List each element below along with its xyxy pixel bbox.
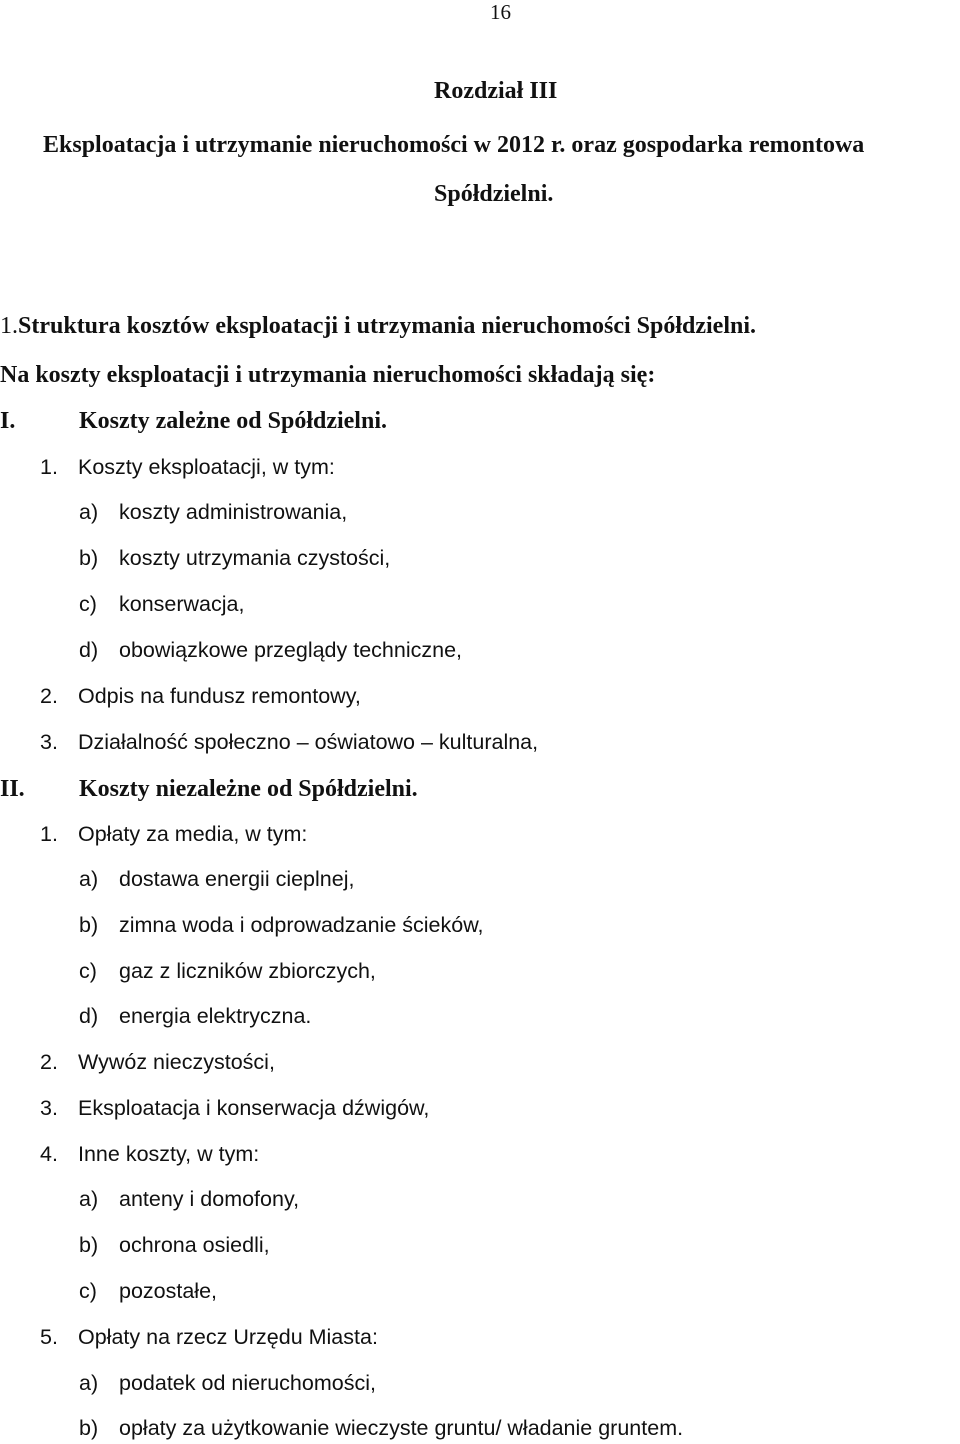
sub-item: dostawa energii cieplnej, [119, 867, 355, 891]
sub-item-letter: a) [79, 1187, 99, 1211]
list-item: Eksploatacja i konserwacja dźwigów, [78, 1096, 430, 1120]
sub-item: gaz z liczników zbiorczych, [119, 959, 376, 983]
section-intro: Na koszty eksploatacji i utrzymania nieruchomości składają się: [0, 362, 656, 388]
sub-item: anteny i domofony, [119, 1187, 300, 1211]
group-title: Koszty niezależne od Spółdzielni. [79, 776, 418, 802]
sub-item: koszty administrowania, [119, 500, 348, 524]
section-number: 1. [0, 313, 18, 339]
section-title: Struktura kosztów eksploatacji i utrzymania nieruchomości Spółdzielni. [18, 313, 757, 339]
list-item: Działalność społeczno – oświatowo – kulturalna, [78, 730, 539, 754]
chapter-subtitle-line1: Eksploatacja i utrzymanie nieruchomości w 2012 r. oraz gospodarka remontowa [43, 132, 865, 158]
list-item-number: 2. [40, 1050, 58, 1074]
sub-item-letter: a) [79, 867, 99, 891]
list-item: Koszty eksploatacji, w tym: [78, 455, 335, 479]
chapter-title: Rozdział III [434, 78, 558, 104]
sub-item-letter: c) [79, 1279, 97, 1303]
sub-item-letter: d) [79, 638, 99, 662]
sub-item: konserwacja, [119, 592, 245, 616]
list-item-number: 4. [40, 1142, 58, 1166]
list-item: Opłaty za media, w tym: [78, 822, 308, 846]
sub-item: koszty utrzymania czystości, [119, 546, 391, 570]
sub-item-letter: b) [79, 1233, 99, 1257]
sub-item: obowiązkowe przeglądy techniczne, [119, 638, 463, 662]
sub-item-letter: c) [79, 959, 97, 983]
group-marker: I. [0, 408, 16, 434]
chapter-subtitle-line2: Spółdzielni. [434, 181, 554, 207]
sub-item: pozostałe, [119, 1279, 218, 1303]
sub-item-letter: c) [79, 592, 97, 616]
list-item: Odpis na fundusz remontowy, [78, 684, 361, 708]
list-item-number: 3. [40, 1096, 58, 1120]
sub-item: zimna woda i odprowadzanie ścieków, [119, 913, 484, 937]
list-item: Wywóz nieczystości, [78, 1050, 275, 1074]
page-number: 16 [490, 0, 511, 24]
sub-item-letter: b) [79, 913, 99, 937]
section-heading [0, 313, 756, 340]
sub-item: energia elektryczna. [119, 1004, 312, 1028]
sub-item-letter: a) [79, 1371, 99, 1395]
sub-item-letter: b) [79, 1416, 99, 1440]
sub-item-letter: a) [79, 500, 99, 524]
list-item-number: 1. [40, 455, 58, 479]
sub-item-letter: b) [79, 546, 99, 570]
sub-item: ochrona osiedli, [119, 1233, 270, 1257]
list-item-number: 2. [40, 684, 58, 708]
list-item: Inne koszty, w tym: [78, 1142, 260, 1166]
sub-item: podatek od nieruchomości, [119, 1371, 376, 1395]
list-item-number: 5. [40, 1325, 58, 1349]
list-item-number: 1. [40, 822, 58, 846]
sub-item-letter: d) [79, 1004, 99, 1028]
list-item-number: 3. [40, 730, 58, 754]
list-item: Opłaty na rzecz Urzędu Miasta: [78, 1325, 378, 1349]
sub-item: opłaty za użytkowanie wieczyste gruntu/ władanie gruntem. [119, 1416, 684, 1440]
group-title: Koszty zależne od Spółdzielni. [79, 408, 387, 434]
group-marker: II. [0, 776, 25, 802]
